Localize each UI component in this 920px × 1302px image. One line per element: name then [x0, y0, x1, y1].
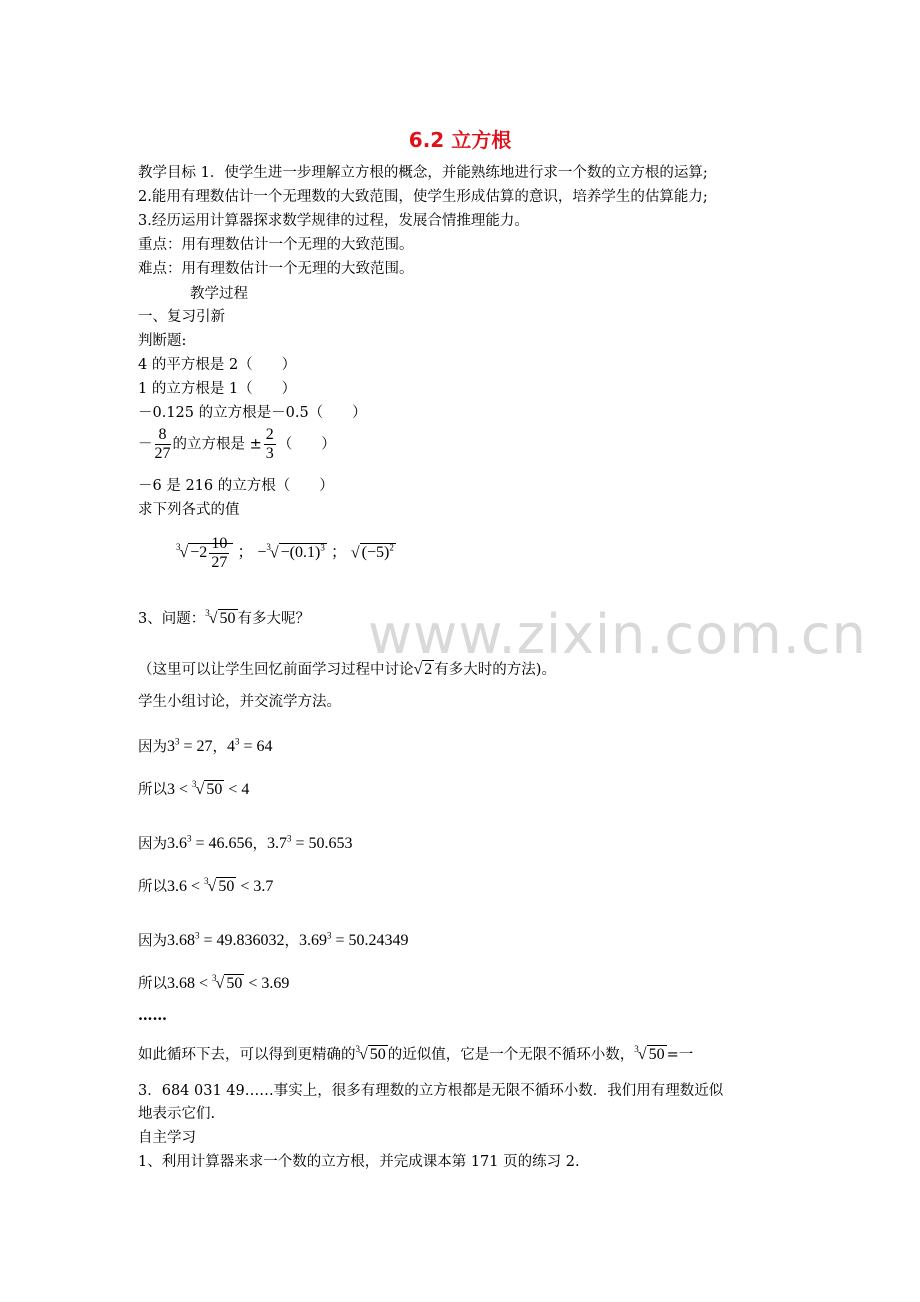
minus-sign: − — [257, 544, 267, 562]
conclusion-text: =一 — [666, 1047, 694, 1063]
result: = 64 — [239, 738, 273, 756]
result: = 50.653 — [291, 835, 353, 853]
expression-row — [176, 535, 396, 572]
root-index: 3 — [355, 1044, 360, 1054]
watermark: www.zixin.com.cn — [368, 603, 867, 666]
radicand: 50 — [206, 781, 223, 798]
cube-root-50: $^3$√ 50 — [634, 1044, 665, 1063]
base: 4 — [227, 738, 236, 756]
root-index: 3 — [204, 876, 209, 886]
key-point: 重点：用有理数估计一个无理的大致范围。 — [138, 237, 414, 253]
upper-bound: < 4 — [228, 781, 250, 798]
result: = 49.836032 — [199, 932, 285, 950]
root-index: 3 — [205, 608, 210, 618]
fraction — [264, 426, 276, 463]
root-index: 3 — [176, 542, 181, 553]
cube-root-50: $^3$√ 50 — [205, 608, 236, 627]
upper-bound: < 3.7 — [240, 878, 274, 895]
radicand: 50 — [369, 1046, 386, 1063]
base: 3.7 — [267, 835, 288, 853]
judge-item-2: 1 的立方根是 1（ ） — [138, 381, 297, 397]
root-index: 3 — [192, 779, 197, 789]
exponent: 3 — [175, 737, 180, 747]
radicand-text: −(0.1) — [280, 544, 321, 562]
upper-bound: < 3.69 — [248, 975, 290, 992]
step-lead: 因为 — [138, 933, 167, 950]
base: 3.6 — [167, 835, 187, 853]
radicand: 50 — [648, 1046, 665, 1063]
page-title: 6.2 立方根 — [408, 128, 512, 152]
math-expr — [299, 932, 409, 949]
step-lead: 所以 — [138, 782, 167, 798]
radicand: 50 — [218, 878, 235, 895]
math-expr — [167, 781, 249, 798]
question-3 — [138, 609, 310, 630]
sqrt-2: √ 2 — [413, 661, 433, 678]
ellipsis: …… — [138, 1007, 167, 1024]
math-expr — [167, 975, 289, 992]
cube-root-50: $^3$√ 50 — [355, 1044, 386, 1063]
denominator: 27 — [211, 554, 228, 571]
judge-blank: （ ） — [277, 436, 336, 453]
judge-heading: 判断题: — [138, 333, 187, 349]
radicand: 2 — [424, 661, 433, 678]
result: = 27 — [179, 738, 213, 756]
hint-tail: 有多大时的方法)。 — [434, 662, 556, 678]
root-index: 3 — [266, 542, 271, 553]
exponent: 3 — [187, 834, 192, 844]
exponent: 3 — [320, 542, 325, 553]
conclusion-line-3: 地表示它们. — [138, 1106, 216, 1122]
separator: ； — [237, 544, 254, 562]
question-tail: 有多大呢？ — [237, 611, 311, 627]
exponent: 2 — [389, 542, 394, 553]
discuss-line: 学生小组讨论，并交流学方法。 — [138, 694, 341, 710]
lower-bound: 3.6 < — [167, 878, 201, 895]
step-1 — [138, 732, 273, 757]
separator: ； — [330, 544, 347, 562]
conclusion-text: 的近似值，它是一个无限不循环小数， — [387, 1047, 635, 1063]
math-expr — [267, 835, 353, 852]
judge-item-3: －0.125 的立方根是－0.5（ ） — [138, 405, 367, 421]
section-heading: 一、复习引新 — [138, 309, 225, 325]
cube-root-50: $^3$√ 50 — [192, 779, 223, 798]
conclusion-line-2: 3．684 031 49……事实上，很多有理数的立方根都是无限不循环小数．我们用有理数近似 — [138, 1083, 724, 1099]
radicand: 50 — [226, 975, 243, 992]
cube-root-50: $^3$√ 50 — [212, 973, 243, 992]
denominator: 27 — [154, 445, 171, 462]
lower-bound: 3.68 < — [167, 975, 209, 992]
result: = 50.24349 — [331, 932, 409, 950]
exercise-line: 1、利用计算器来求一个数的立方根，并完成课本第 171 页的练习 2. — [138, 1154, 580, 1170]
fraction — [155, 426, 171, 463]
denominator: 3 — [265, 445, 274, 462]
radicand — [360, 543, 396, 561]
exponent: 3 — [327, 931, 332, 941]
separator: ， — [252, 836, 268, 853]
process-heading: 教学过程 — [190, 286, 248, 302]
step-lead: 因为 — [138, 739, 167, 756]
radicand: 50 — [219, 610, 236, 627]
exponent: 3 — [195, 931, 200, 941]
math-expr — [167, 878, 273, 895]
difficulty: 难点：用有理数估计一个无理的大致范围。 — [138, 261, 414, 277]
step-6 — [138, 974, 289, 995]
base: 3.69 — [299, 932, 328, 950]
judge-item-5: －6 是 216 的立方根（ ） — [138, 478, 334, 494]
cube-root-expression: $^3√ -(0.1)^3$ — [266, 542, 325, 562]
radicand-text: −2 — [190, 544, 208, 562]
base: 3 — [167, 738, 175, 756]
compute-heading: 求下列各式的值 — [138, 502, 240, 518]
math-expr — [167, 738, 213, 755]
step-5 — [138, 926, 409, 951]
judge-item-1: 4 的平方根是 2（ ） — [138, 357, 297, 373]
math-expr — [227, 738, 273, 755]
minus-sign: － — [138, 436, 153, 453]
hint-lead: （这里可以让学生回忆前面学习过程中讨论 — [138, 662, 414, 678]
separator: ， — [284, 933, 300, 950]
step-lead: 所以 — [138, 976, 167, 992]
self-study-heading: 自主学习 — [138, 1130, 196, 1146]
exponent: 3 — [235, 737, 240, 747]
goal-2: 2.能用有理数估计一个无理数的大致范围，使学生形成估算的意识，培养学生的估算能力; — [138, 189, 708, 205]
cube-root-50: $^3$√ 50 — [204, 876, 235, 895]
math-expr — [167, 932, 285, 949]
root-index: 3 — [634, 1044, 639, 1054]
numerator: 10 — [211, 535, 228, 552]
question-lead: 3、问题： — [138, 611, 206, 627]
conclusion-line-1 — [138, 1045, 693, 1066]
square-root-expression: √ $(-5)^2$ — [350, 542, 394, 562]
step-4 — [138, 877, 273, 898]
exponent: 3 — [287, 834, 292, 844]
radicand-text: (−5) — [361, 544, 390, 562]
fraction — [209, 535, 229, 572]
numerator: 2 — [265, 426, 274, 443]
math-expr — [167, 835, 253, 852]
step-lead: 所以 — [138, 879, 167, 895]
step-3 — [138, 829, 353, 854]
base: 3.68 — [167, 932, 195, 950]
step-2 — [138, 780, 249, 801]
result: = 46.656 — [191, 835, 253, 853]
judge-item-4 — [138, 426, 336, 463]
step-lead: 因为 — [138, 836, 167, 853]
separator: ， — [212, 739, 228, 756]
hint-line — [138, 660, 556, 680]
cube-root-expression: $^3$√ −2 $\frac{10}{27}$ — [176, 535, 233, 572]
conclusion-text: 如此循环下去，可以得到更精确的 — [138, 1047, 356, 1063]
root-index: 3 — [212, 973, 217, 983]
judge-text: 的立方根是 ± — [172, 436, 262, 453]
goal-3: 3.经历运用计算器探求数学规律的过程，发展合情推理能力。 — [138, 213, 529, 229]
lower-bound: 3 < — [167, 781, 189, 798]
numerator: 8 — [155, 426, 171, 445]
goal-1: 教学目标 1．使学生进一步理解立方根的概念，并能熟练地进行求一个数的立方根的运算; — [138, 165, 708, 181]
radicand — [279, 543, 327, 561]
